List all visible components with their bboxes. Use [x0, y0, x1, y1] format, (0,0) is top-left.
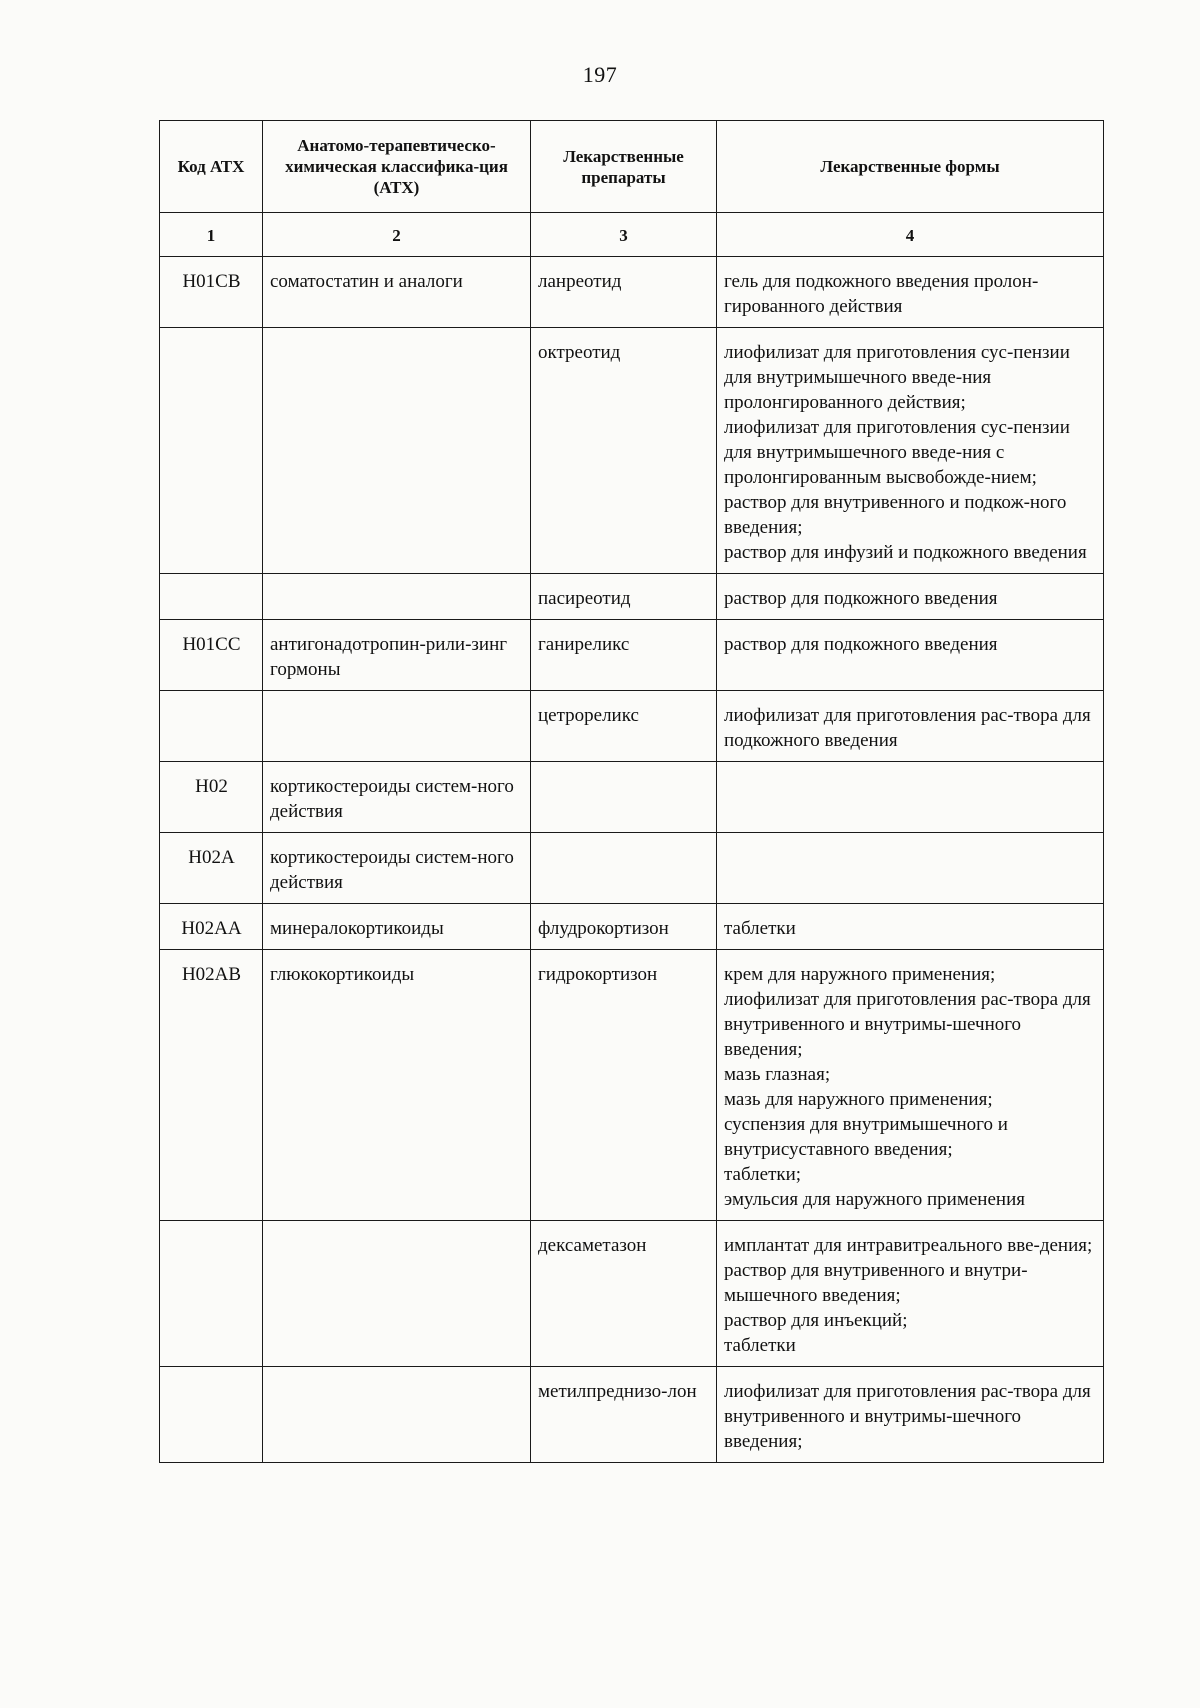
- drug-cell: дексаметазон: [531, 1221, 717, 1367]
- table-row: [160, 257, 1104, 328]
- column-number: 3: [531, 213, 717, 257]
- classification-cell: соматостатин и аналоги: [263, 257, 531, 328]
- column-number: 1: [160, 213, 263, 257]
- table-row: [160, 762, 1104, 833]
- form-item: суспензия для внутримышечного и внутрисуставного введения;: [724, 1114, 1008, 1160]
- forms-cell: [717, 620, 1104, 691]
- header-code: Код АТХ: [160, 121, 263, 213]
- forms-cell: [717, 1221, 1104, 1367]
- drug-cell: гидрокортизон: [531, 950, 717, 1221]
- atx-code-cell: [160, 328, 263, 574]
- form-item: таблетки;: [724, 1164, 802, 1185]
- form-item: раствор для инъекций;: [724, 1310, 908, 1331]
- header-classification: Анатомо-терапевтическо-химическая классифика-ция (АТХ): [263, 121, 531, 213]
- classification-cell: [263, 574, 531, 620]
- atx-code-cell: [160, 1367, 263, 1463]
- form-item: крем для наружного применения;: [724, 964, 996, 985]
- form-item: лиофилизат для приготовления рас-твора для внутривенного и внутримы-шечного введения;: [724, 1381, 1091, 1452]
- form-item: мазь для наружного применения;: [724, 1089, 993, 1110]
- table-row: [160, 691, 1104, 762]
- column-number-row: [160, 213, 1104, 257]
- forms-cell: [717, 833, 1104, 904]
- forms-cell: [717, 257, 1104, 328]
- atx-table: [159, 120, 1104, 1463]
- drug-cell: [531, 762, 717, 833]
- atx-code-cell: [160, 1221, 263, 1367]
- form-item: мазь глазная;: [724, 1064, 831, 1085]
- table-header-row: [160, 121, 1104, 213]
- atx-code-cell: [160, 574, 263, 620]
- form-item: раствор для инфузий и подкожного введения: [724, 542, 1087, 563]
- header-forms: Лекарственные формы: [717, 121, 1104, 213]
- column-number: 2: [263, 213, 531, 257]
- form-item: лиофилизат для приготовления сус-пензии для внутримышечного введе-ния пролонгированного действия;: [724, 342, 1070, 413]
- form-item: лиофилизат для приготовления рас-твора для подкожного введения: [724, 705, 1091, 751]
- classification-cell: антигонадотропин-рили-зинг гормоны: [263, 620, 531, 691]
- drug-cell: ланреотид: [531, 257, 717, 328]
- form-item: раствор для подкожного введения: [724, 634, 998, 655]
- table-row: [160, 328, 1104, 574]
- classification-cell: кортикостероиды систем-ного действия: [263, 833, 531, 904]
- table-row: [160, 574, 1104, 620]
- table-row: [160, 1367, 1104, 1463]
- atx-code-cell: [160, 691, 263, 762]
- classification-cell: [263, 328, 531, 574]
- drug-cell: пасиреотид: [531, 574, 717, 620]
- atx-code-cell: H01CC: [160, 620, 263, 691]
- classification-cell: кортикостероиды систем-ного действия: [263, 762, 531, 833]
- form-item: раствор для внутривенного и подкож-ного введения;: [724, 492, 1067, 538]
- form-item: таблетки: [724, 1335, 796, 1356]
- drug-cell: метилпреднизо-лон: [531, 1367, 717, 1463]
- classification-cell: минералокортикоиды: [263, 904, 531, 950]
- form-item: раствор для подкожного введения: [724, 588, 998, 609]
- classification-cell: [263, 691, 531, 762]
- form-item: эмульсия для наружного применения: [724, 1189, 1025, 1210]
- drug-cell: октреотид: [531, 328, 717, 574]
- header-drugs: Лекарственные препараты: [531, 121, 717, 213]
- form-item: гель для подкожного введения пролон-гированного действия: [724, 271, 1039, 317]
- classification-cell: глюкокортикоиды: [263, 950, 531, 1221]
- drug-cell: цетрореликс: [531, 691, 717, 762]
- atx-code-cell: H02A: [160, 833, 263, 904]
- table-row: [160, 950, 1104, 1221]
- forms-cell: [717, 691, 1104, 762]
- atx-code-cell: H02AB: [160, 950, 263, 1221]
- table-row: [160, 904, 1104, 950]
- forms-cell: [717, 1367, 1104, 1463]
- table-row: [160, 1221, 1104, 1367]
- drug-cell: [531, 833, 717, 904]
- atx-code-cell: H02: [160, 762, 263, 833]
- table-row: [160, 620, 1104, 691]
- table-row: [160, 833, 1104, 904]
- drug-cell: ганиреликс: [531, 620, 717, 691]
- table-body: [160, 257, 1104, 1463]
- classification-cell: [263, 1367, 531, 1463]
- page-number: 197: [582, 62, 618, 87]
- forms-cell: [717, 328, 1104, 574]
- drug-cell: флудрокортизон: [531, 904, 717, 950]
- form-item: имплантат для интравитреального вве-дения;: [724, 1235, 1093, 1256]
- column-number: 4: [717, 213, 1104, 257]
- form-item: раствор для внутривенного и внутри-мышечного введения;: [724, 1260, 1028, 1306]
- forms-cell: [717, 904, 1104, 950]
- forms-cell: [717, 950, 1104, 1221]
- form-item: таблетки: [724, 918, 796, 939]
- atx-code-cell: H02AA: [160, 904, 263, 950]
- atx-code-cell: H01CB: [160, 257, 263, 328]
- forms-cell: [717, 574, 1104, 620]
- classification-cell: [263, 1221, 531, 1367]
- forms-cell: [717, 762, 1104, 833]
- form-item: лиофилизат для приготовления рас-твора для внутривенного и внутримы-шечного введения;: [724, 989, 1091, 1060]
- form-item: лиофилизат для приготовления сус-пензии для внутримышечного введе-ния с пролонгированным высвобожде-нием;: [724, 417, 1070, 488]
